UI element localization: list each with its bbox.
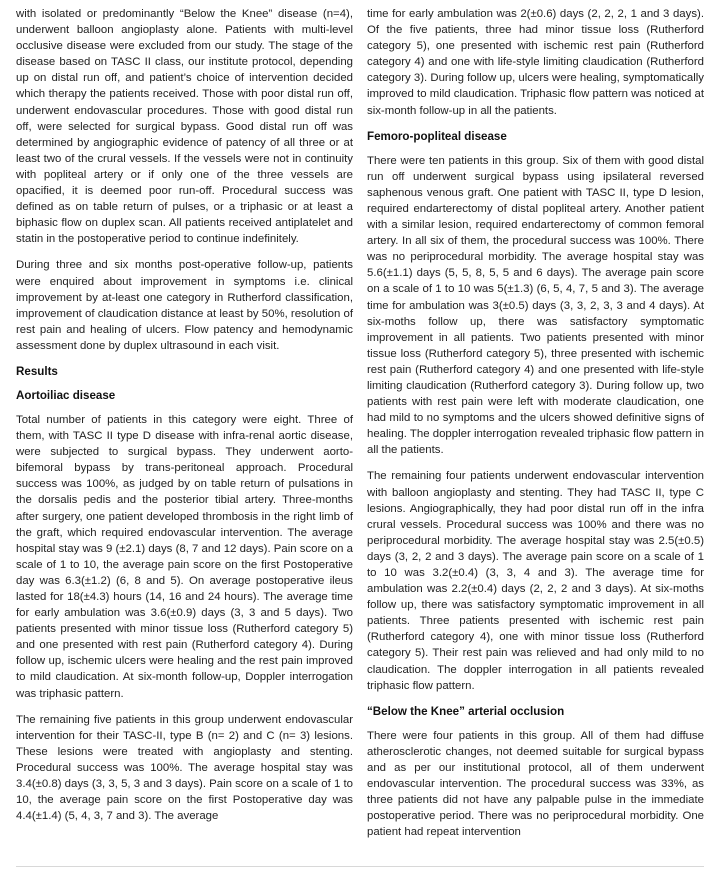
below-the-knee-paragraph-1: There were four patients in this group. All of them had diffuse atherosclerotic changes, not deemed suitable for surgical bypass and as per our institutional protocol, all of them underwent endovascular intervention. The procedural success was 33%, as three patients did not have any palpable pulse in the immediate postoperative period. There was no periprocedural morbidity. One patient had repeat intervention <box>367 729 704 839</box>
left-column <box>16 6 353 834</box>
methods-paragraph-2: During three and six months post-operative follow-up, patients were enquired about improvement in symptoms i.e. clinical improvement by at-least one category in Rutherford classification, improvement of claudication distance at least by 50%, resolution of rest pain and healing of ulcers. Flow patency and hemodynamic assessment done by duplex ultrasound in each visit. <box>16 259 353 352</box>
femoro-popliteal-paragraph-2: The remaining four patients underwent endovascular intervention with balloon angioplasty and stenting. They had TASC II, type C lesions. Angiographically, they had poor distal run off in the infra crural vessels. Procedural success was 100% and there was no periprocedural morbidity. The average hospital stay was 2.5(±0.5) days (3, 2, 2 and 3 days). The average pain score on a scale of 1 to 10 was 3.2(±0.4) (3, 3, 4 and 3). The average time for ambulation was 2.2(±0.4) days (2, 2, 2 and 3 days). At six-moths follow up, there was satisfactory symptomatic improvement in all patients. Three patients presented with ischemic rest pain (Rutherford category 4), one with minor tissue loss (Rutherford category 5). Their rest pain was relieved and had only mild to no claudication. The doppler interrogation in all patients revealed triphasic flow pattern. <box>367 470 704 692</box>
aortoiliac-paragraph-2: The remaining five patients in this group underwent endovascular intervention for their TASC-II, type B (n= 2) and C (n= 3) lesions. These lesions were treated with angioplasty and stenting. Procedural success was 100%. The average hospital stay was 3.4(±0.8) days (3, 3, 5, 3 and 3 days). Pain score on a scale of 1 to 10, the average pain score on the first Postoperative day was 4.4(±1.4) (5, 4, 3, 7 and 3). The average <box>16 713 353 823</box>
below-the-knee-heading: “Below the Knee” arterial occlusion <box>367 704 565 718</box>
methods-paragraph-1: with isolated or predominantly “Below the Knee” disease (n=4), underwent balloon angioplasty alone. Patients with multi-level occlusive disease were excluded from our study. The stage of the disease based on TASC II class, our institute protocol, depending up on distal run off, and patient’s choice of intervention decided which therapy the patients received. Those with poor distal run off, underwent endovascular procedures. Those with good distal run off, were selected for surgical bypass. Good distal run off was determined by angiographic evidence of patency of all three or at least two of the crural vessels. If the vessels were not in continuity with popliteal artery or if only one of the three vessels are opacified, it is deemed poor run-off. Procedural success was defined as on table return of pulses, or a triphasic or at least a biphasic flow on duplex scan. All patients received antiplatelet and statin in the postoperative period to continue indefinitely. <box>16 8 353 246</box>
aortoiliac-paragraph-1: Total number of patients in this category were eight. Three of them, with TASC II type D disease with infra-renal aortic disease, were subjected to surgical bypass. They underwent aorto-bifemoral bypass by trans-peritoneal approach. Procedural success was 100%, as judged by on table return of pulsations in the dorsalis pedis and the posterior tibial artery. Three-months after surgery, one patient developed thrombosis in the right limb of the graft, which required endovascular intervention. The average hospital stay was 9 (±2.1) days (8, 7 and 12 days). Pain score on a scale of 1 to 10, the average pain score on the first Postoperative day was 6.3(±1.2) (6, 8 and 5). On average postoperative ileus lasted for 18(±4.3) hours (14, 16 and 24 hours). The average time for early ambulation was 3.6(±0.9) days (3, 3 and 5 days). Two patients presented with minor tissue loss (Rutherford category 5) and one presented with rest pain (Rutherford category 4). During follow up, ischemic ulcers were healing and the rest pain improved to mild claudication. At six-month follow-up, Doppler interrogation was triphasic pattern. <box>16 413 353 700</box>
aortoiliac-heading: Aortoiliac disease <box>16 388 116 402</box>
bottom-divider <box>16 866 704 867</box>
results-heading: Results <box>16 364 58 378</box>
right-column <box>367 6 704 850</box>
femoro-popliteal-heading: Femoro-popliteal disease <box>367 129 507 143</box>
aortoiliac-paragraph-continued: time for early ambulation was 2(±0.6) days (2, 2, 2, 1 and 3 days). Of the five patients, three had minor tissue loss (Rutherford category 5), one presented with ischemic rest pain (Rutherford category 4) and one with life-style limiting claudication (Rutherford category 3). During follow up, ulcers were healing, symptomatically improved to mild claudication. Triphasic flow pattern was noticed at six-month follow-up in all the patients. <box>367 8 704 117</box>
femoro-popliteal-paragraph-1: There were ten patients in this group. Six of them with good distal run off underwent surgical bypass using ipsilateral reversed saphenous venous graft. One patient with TASC II, type D lesion, required endarterectomy of distal popliteal artery. Another patient with a similar lesion, required endarterectomy of common femoral artery. In all six of them, the procedural success was 100%. There was no periprocedural morbidity. The average hospital stay was 5.6(±1.1) days (5, 5, 8, 5, 5 and 6 days). The average pain score on a scale of 1 to 10 was 5(±1.3) (6, 5, 4, 7, 5 and 3). The average time for ambulation was 3(±0.5) days (3, 3, 2, 3, 3 and 4 days). At six-moths follow up, there was satisfactory symptomatic improvement in all patients. Two patients presented with minor tissue loss (Rutherford category 5), three presented with ischemic rest pain (Rutherford category 4) and one presented with life-style limiting claudication (Rutherford category 3). During follow up, two patients with rest pain were left with moderate claudication, one had mild to no symptoms and the ulcers showed definitive signs of healing. The doppler interrogation revealed triphasic flow pattern in all the patients. <box>367 154 704 457</box>
